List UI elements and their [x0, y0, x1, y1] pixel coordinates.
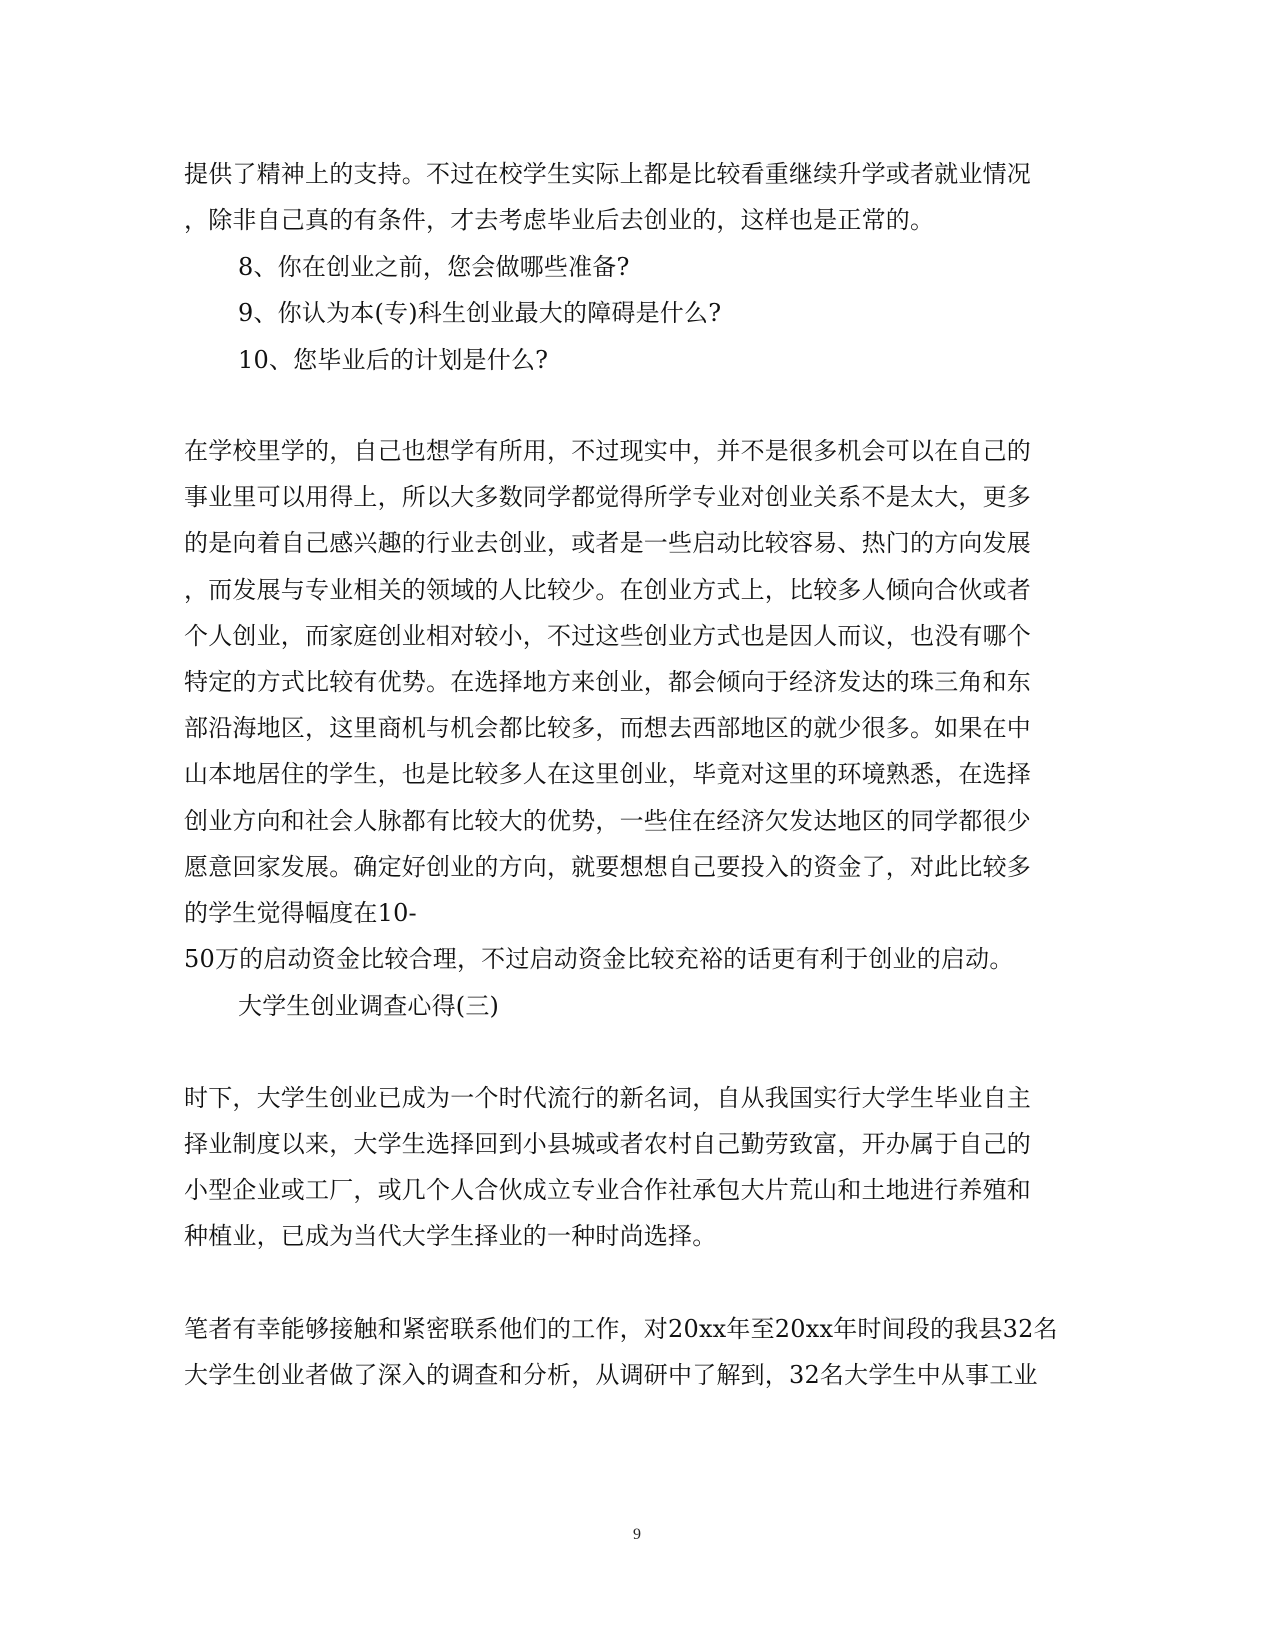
paragraph-line: 的是向着自己感兴趣的行业去创业，或者是一些启动比较容易、热门的方向发展	[184, 529, 1031, 557]
paragraph-line: 50万的启动资金比较合理，不过启动资金比较充裕的话更有利于创业的启动。	[184, 945, 1014, 973]
paragraph-line: 择业制度以来，大学生选择回到小县城或者农村自己勤劳致富，开办属于自己的	[184, 1130, 1031, 1158]
paragraph-line: 笔者有幸能够接触和紧密联系他们的工作，对20xx年至20xx年时间段的我县32名	[184, 1315, 1058, 1343]
question-9: 9、你认为本(专)科生创业最大的障碍是什么?	[238, 299, 722, 327]
paragraph-line: 山本地居住的学生，也是比较多人在这里创业，毕竟对这里的环境熟悉，在选择	[184, 760, 1031, 788]
question-10: 10、您毕业后的计划是什么?	[238, 346, 549, 374]
paragraph-line: 时下，大学生创业已成为一个时代流行的新名词，自从我国实行大学生毕业自主	[184, 1084, 1031, 1112]
paragraph-line: 小型企业或工厂，或几个人合伙成立专业合作社承包大片荒山和土地进行养殖和	[184, 1176, 1031, 1204]
paragraph-line: 的学生觉得幅度在10-	[184, 899, 417, 927]
paragraph-line: 个人创业，而家庭创业相对较小，不过这些创业方式也是因人而议，也没有哪个	[184, 622, 1031, 650]
paragraph-line: ，除非自己真的有条件，才去考虑毕业后去创业的，这样也是正常的。	[184, 206, 935, 234]
paragraph-line: 创业方向和社会人脉都有比较大的优势，一些住在经济欠发达地区的同学都很少	[184, 807, 1031, 835]
paragraph-line: 特定的方式比较有优势。在选择地方来创业，都会倾向于经济发达的珠三角和东	[184, 668, 1031, 696]
paragraph-line: 提供了精神上的支持。不过在校学生实际上都是比较看重继续升学或者就业情况	[184, 160, 1031, 188]
question-8: 8、你在创业之前，您会做哪些准备?	[238, 253, 630, 281]
paragraph-line: 部沿海地区，这里商机与机会都比较多，而想去西部地区的就少很多。如果在中	[184, 714, 1031, 742]
paragraph-line: ，而发展与专业相关的领域的人比较少。在创业方式上，比较多人倾向合伙或者	[184, 576, 1031, 604]
paragraph-line: 愿意回家发展。确定好创业的方向，就要想想自己要投入的资金了，对此比较多	[184, 853, 1031, 881]
paragraph-line: 大学生创业者做了深入的调查和分析，从调研中了解到，32名大学生中从事工业	[184, 1361, 1038, 1389]
paragraph-line: 在学校里学的，自己也想学有所用，不过现实中，并不是很多机会可以在自己的	[184, 437, 1031, 465]
paragraph-line: 事业里可以用得上，所以大多数同学都觉得所学专业对创业关系不是太大，更多	[184, 483, 1031, 511]
paragraph-line: 种植业，已成为当代大学生择业的一种时尚选择。	[184, 1222, 717, 1250]
section-heading: 大学生创业调查心得(三)	[238, 992, 500, 1020]
page-number: 9	[633, 1526, 641, 1543]
